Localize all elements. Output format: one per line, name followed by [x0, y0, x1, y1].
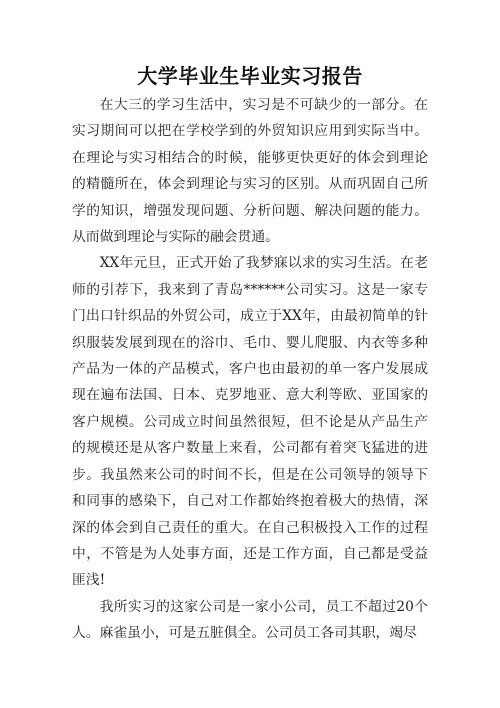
paragraph-company-intro: XX年元旦，正式开始了我梦寐以求的实习生活。在老师的引荐下，我来到了青岛******公司实习。这是一家专门出口针织品的外贸公司，成立于XX年，由最初简单的针织服装发展到现在的浴巾、毛巾、婴儿爬服、内衣等多种产品为一体的产品模式，客户也由最初的单一客户发展成现在遍布法国、日本、克罗地亚、意大利等欧、亚国家的客户规模。公司成立时间虽然很短，但不论是从产品生产的规模还是从客户数量上来看，公司都有着突飞猛进的进步。我虽然来公司的时间不长，但是在公司领导的领导下和同事的感染下，自己对工作都始终抱着极大的热情，深深的体会到自己责任的重大。在自己积极投入工作的过程中，不管是为人处事方面，还是工作方面，自己都是受益匪浅!: [72, 255, 428, 589]
document-title: 大学毕业生毕业实习报告: [137, 64, 363, 88]
paragraph-company-size: 我所实习的这家公司是一家小公司，员工不超过20个人。麻雀虽小，可是五脏俱全。公司员工各司其职，竭尽: [72, 598, 428, 642]
document-body: [72, 92, 428, 647]
paragraph-intro: 在大三的学习生活中，实习是不可缺少的一部分。在实习期间可以把在学校学到的外贸知识应用到实际当中。在理论与实习相结合的时候，能够更快更好的体会到理论的精髓所在，体会到理论与实习的区别。从而巩固自己所学的知识，增强发现问题、分析问题、解决问题的能力。从而做到理论与实际的融会贯通。: [72, 97, 428, 246]
